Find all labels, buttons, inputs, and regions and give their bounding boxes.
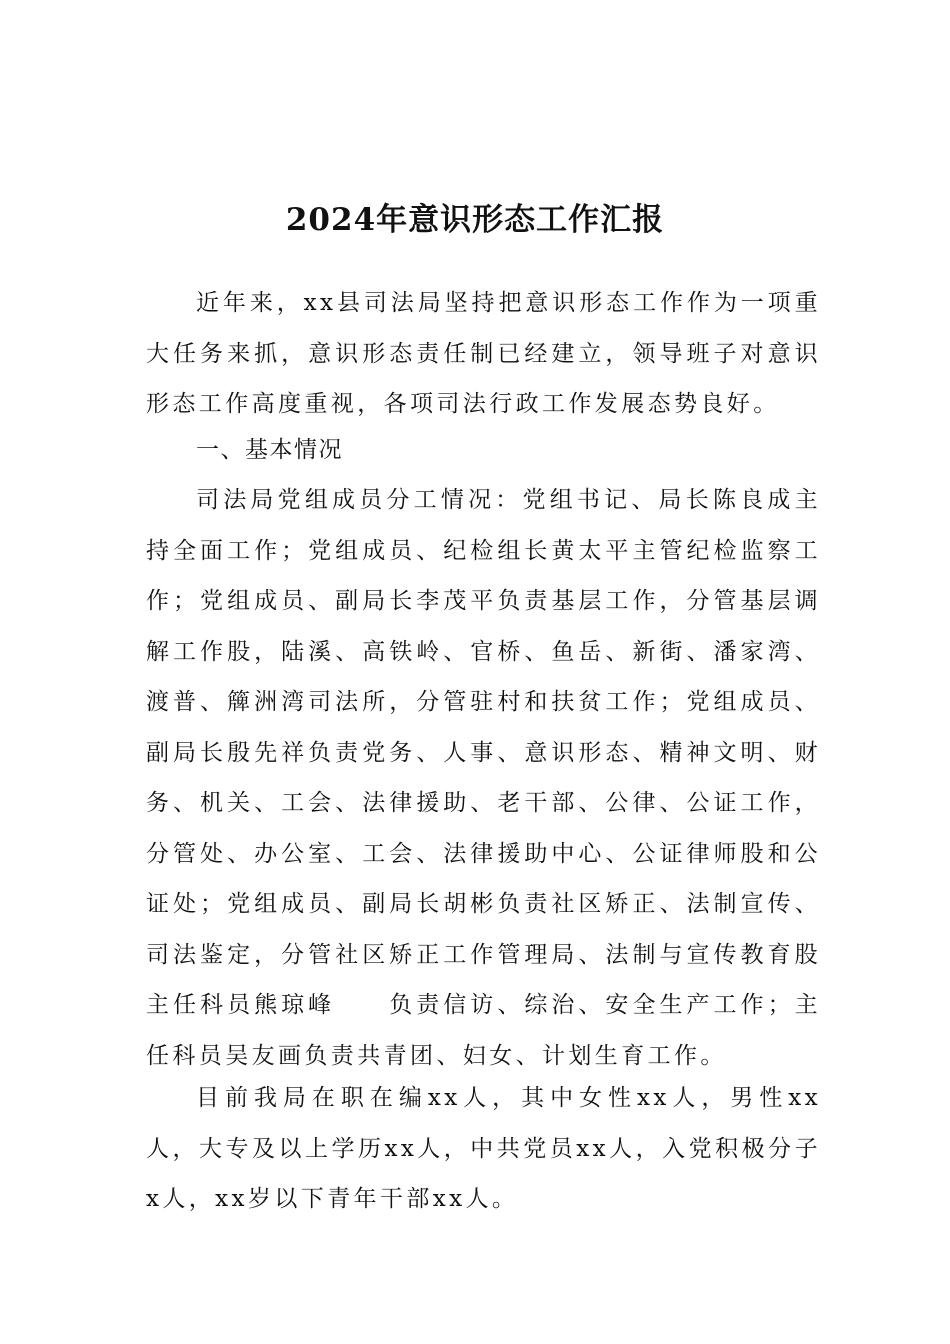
intro-paragraph: 近年来，xx县司法局坚持把意识形态工作作为一项重大任务来抓，意识形态责任制已经建立，领导班子对意识形态工作高度重视，各项司法行政工作发展态势良好。 — [146, 290, 821, 417]
document-title: 2024年意识形态工作汇报 — [285, 201, 665, 238]
staff-statistics-paragraph: 目前我局在职在编xx人，其中女性xx人，男性xx人，大专及以上学历xx人，中共党员xx人，入党积极分子x人，xx岁以下青年干部xx人。 — [146, 1085, 821, 1212]
section-heading-basic-situation: 一、基本情况 — [196, 437, 343, 463]
division-of-labor-paragraph: 司法局党组成员分工情况：党组书记、局长陈良成主持全面工作；党组成员、纪检组长黄太平主管纪检监察工作；党组成员、副局长李茂平负责基层工作，分管基层调解工作股，陆溪、高铁岭、官桥、鱼岳、新街、潘家湾、渡普、簰洲湾司法所，分管驻村和扶贫工作；党组成员、副局长殷先祥负责党务、人事、意识形态、精神文明、财务、机关、工会、法律援助、老干部、公律、公证工作，分管处、办公室、工会、法律援助中心、公证律师股和公证处；党组成员、副局长胡彬负责社区矫正、法制宣传、司法鉴定，分管社区矫正工作管理局、法制与宣传教育股主任科员熊琼峰 负责信访、综治、安全生产工作；主任科员吴友画负责共青团、妇女、计划生育工作。 — [146, 487, 821, 1069]
